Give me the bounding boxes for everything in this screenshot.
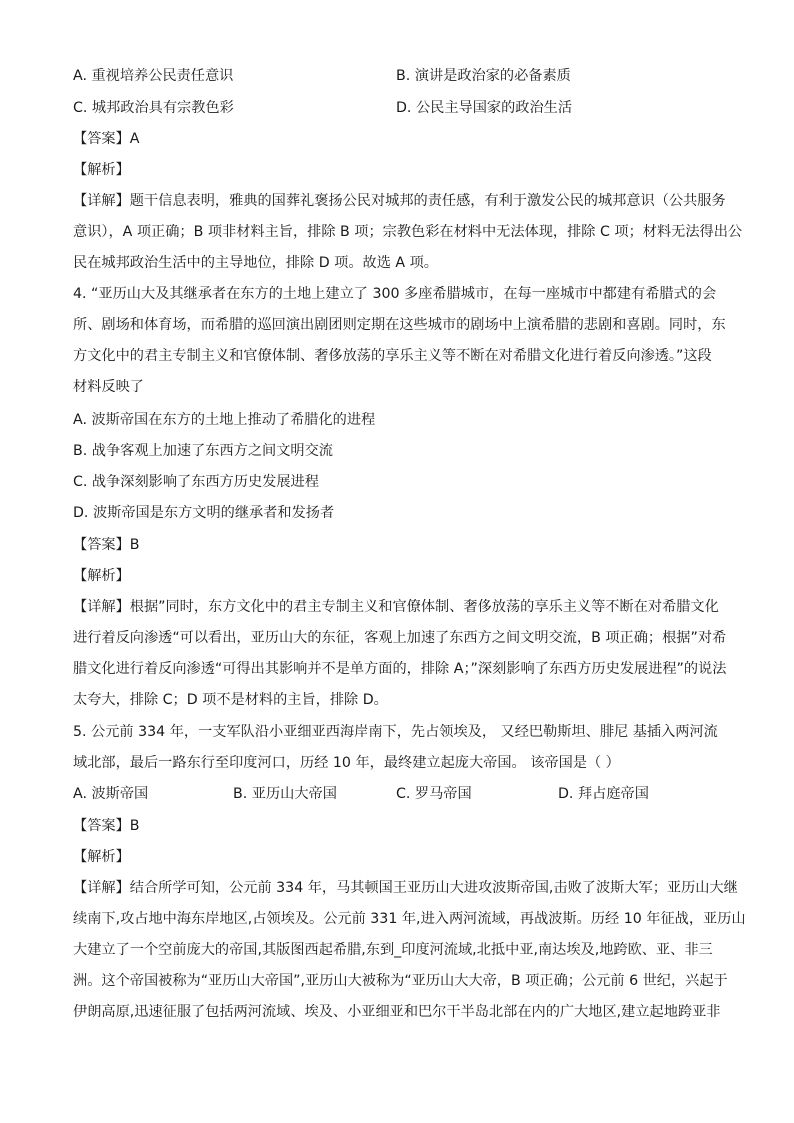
q4-detail-line: 腊文化进行着反向渗透“可得出其影响并不是单方面的，排除 A；”深刻影响了东西方历史发展进程”的说法	[73, 661, 727, 677]
q3-analysis-heading: 【解析】	[73, 162, 130, 178]
q4-detail-line: 太夸大，排除 C；D 项不是材料的主旨，排除 D。	[73, 692, 388, 708]
q4-stem-line: 所、剧场和体育场，而希腊的巡回演出剧团则定期在这些城市的剧场中上演希腊的悲剧和喜剧。同时，东	[73, 317, 726, 333]
q4-option-d: D. 波斯帝国是东方文明的继承者和发扬者	[73, 505, 335, 521]
q5-option-a: A. 波斯帝国	[73, 786, 149, 802]
q3-detail-line: 【详解】题干信息表明，雅典的国葬礼褒扬公民对城邦的责任感，有利于激发公民的城邦意识（公共服务	[73, 193, 726, 209]
q4-option-b: B. 战争客观上加速了东西方之间文明交流	[73, 443, 333, 459]
q3-answer: 【答案】A	[73, 131, 140, 147]
q4-stem-line: 材料反映了	[73, 379, 144, 395]
q4-stem-line: 方文化中的君主专制主义和官僚体制、奢侈放荡的享乐主义等不断在对希腊文化进行着反向渗透。”这段	[73, 348, 712, 364]
q5-stem-line: 5. 公元前 334 年，一支军队沿小亚细亚西海岸南下，先占领埃及， 又经巴勒斯坦、腓尼 基插入两河流	[73, 724, 718, 740]
q5-answer: 【答案】B	[73, 818, 140, 834]
q3-option-d: D. 公民主导国家的政治生活	[396, 100, 573, 116]
q4-stem-line: 4. “亚历山大及其继承者在东方的土地上建立了 300 多座希腊城市，在每一座城市中都建有希腊式的会	[73, 286, 717, 302]
q5-option-b: B. 亚历山大帝国	[233, 786, 337, 802]
q4-detail-line: 【详解】根据”同时，东方文化中的君主专制主义和官僚体制、奢侈放荡的享乐主义等不断在对希腊文化	[73, 599, 719, 615]
q3-option-c: C. 城邦政治具有宗教色彩	[73, 100, 234, 116]
q4-detail	[73, 592, 727, 716]
q5-detail-line: 大建立了一个空前庞大的帝国,其版图西起希腊,东到_印度河流域,北抵中亚,南达埃及,地跨欧、亚、非三	[73, 942, 713, 958]
q4-stem	[73, 279, 726, 403]
q4-option-a: A. 波斯帝国在东方的土地上推动了希腊化的进程	[73, 412, 376, 428]
q4-analysis-heading: 【解析】	[73, 568, 130, 584]
q5-analysis-heading: 【解析】	[73, 849, 130, 865]
q5-detail-line: 洲。这个帝国被称为“亚历山大帝国”,亚历山大被称为“亚历山大大帝，B 项正确；公元前 6 世纪，兴起于	[73, 973, 728, 989]
q5-option-c: C. 罗马帝国	[396, 786, 472, 802]
q3-detail-line: 民在城邦政治生活中的主导地位，排除 D 项。故选 A 项。	[73, 255, 438, 271]
q4-answer: 【答案】B	[73, 537, 140, 553]
q4-option-c: C. 战争深刻影响了东西方历史发展进程	[73, 474, 319, 490]
q5-detail-line: 【详解】结合所学可知，公元前 334 年，马其顿国王亚历山大进攻波斯帝国,击败了波斯大军；亚历山大继	[73, 880, 738, 896]
q4-detail-line: 进行着反向渗透“可以看出，亚历山大的东征，客观上加速了东西方之间文明交流，B 项正确；根据”对希	[73, 630, 727, 646]
q3-detail	[73, 186, 743, 279]
q3-option-b: B. 演讲是政治家的必备素质	[396, 68, 571, 84]
q5-option-d: D. 拜占庭帝国	[558, 786, 649, 802]
q3-detail-line: 意识），A 项正确；B 项非材料主旨，排除 B 项；宗教色彩在材料中无法体现，排除 C 项；材料无法得出公	[73, 224, 743, 240]
q4-options	[73, 405, 723, 529]
q5-detail	[73, 873, 746, 1028]
q5-detail-line: 续南下,攻占地中海东岸地区,占领埃及。公元前 331 年,进入两河流域，再战波斯。历经 10 年征战，亚历山	[73, 911, 746, 927]
q5-stem-line: 域北部，最后一路东行至印度河口，历经 10 年，最终建立起庞大帝国。 该帝国是（ ）	[73, 755, 620, 771]
q5-stem	[73, 717, 723, 779]
q3-option-a: A. 重视培养公民责任意识	[73, 68, 234, 84]
q5-detail-line: 伊朗高原,迅速征服了包括两河流域、埃及、小亚细亚和巴尔干半岛北部在内的广大地区,建立起地跨亚非	[73, 1004, 721, 1020]
